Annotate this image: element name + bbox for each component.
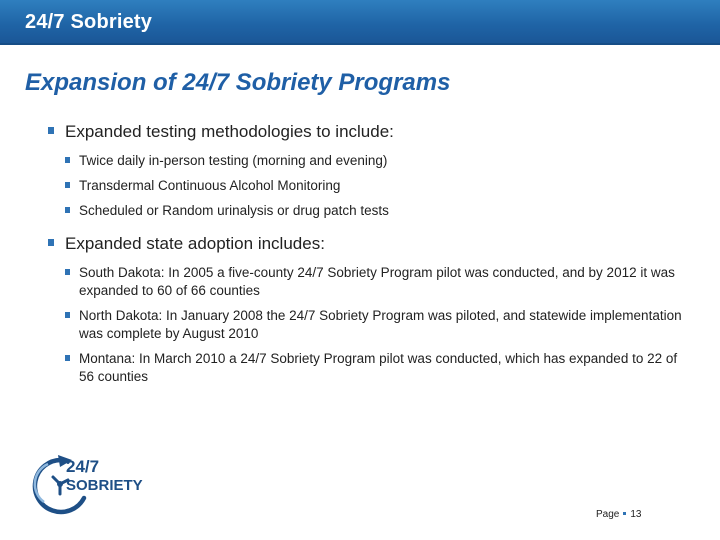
bullet-text: South Dakota: In 2005 a five-county 24/7 Sobriety Program pilot was conducted, and by 2012 it was expanded to 60 of 66 counties	[79, 265, 675, 298]
square-bullet-icon	[48, 239, 54, 246]
logo-text-24-7: 24/7	[66, 457, 100, 476]
square-bullet-icon	[48, 127, 54, 134]
bullet-level2	[65, 350, 695, 386]
bullet-text: Twice daily in-person testing (morning and evening)	[79, 153, 388, 168]
logo-text-sobriety: SOBRIETY	[66, 477, 143, 494]
square-bullet-icon	[65, 269, 70, 275]
header-bar	[0, 0, 720, 45]
bullet-text: Transdermal Continuous Alcohol Monitoring	[79, 178, 341, 193]
bullet-level2	[65, 177, 695, 195]
bullet-level1	[45, 122, 695, 142]
bullet-text: Expanded state adoption includes:	[65, 234, 325, 253]
page-value: 13	[630, 509, 642, 520]
bullet-text: Montana: In March 2010 a 24/7 Sobriety Program pilot was conducted, which has expanded to 22 of 56 counties	[79, 351, 678, 384]
bullet-level1	[45, 234, 695, 254]
bullet-level2	[65, 152, 695, 170]
page-number	[596, 509, 641, 520]
square-bullet-icon	[65, 207, 70, 213]
sub-bullet-list	[65, 152, 695, 220]
bullet-level2	[65, 202, 695, 220]
bullet-text: Scheduled or Random urinalysis or drug patch tests	[79, 203, 389, 218]
header-title: 24/7 Sobriety	[25, 11, 153, 33]
slide-content	[45, 122, 695, 393]
bullet-level2	[65, 307, 695, 343]
square-bullet-icon	[65, 182, 70, 188]
bullet-text: North Dakota: In January 2008 the 24/7 Sobriety Program was piloted, and statewide implementation was complete by August 2010	[79, 308, 682, 341]
square-bullet-icon	[65, 157, 70, 163]
bullet-text: Expanded testing methodologies to include:	[65, 122, 394, 141]
square-bullet-icon	[65, 312, 70, 318]
sobriety-logo	[28, 452, 188, 520]
bullet-level2	[65, 264, 695, 300]
page-label: Page	[596, 509, 620, 520]
sub-bullet-list	[65, 264, 695, 386]
square-bullet-icon	[65, 355, 70, 361]
separator-dot-icon	[623, 512, 626, 515]
slide-title: Expansion of 24/7 Sobriety Programs	[25, 69, 451, 96]
